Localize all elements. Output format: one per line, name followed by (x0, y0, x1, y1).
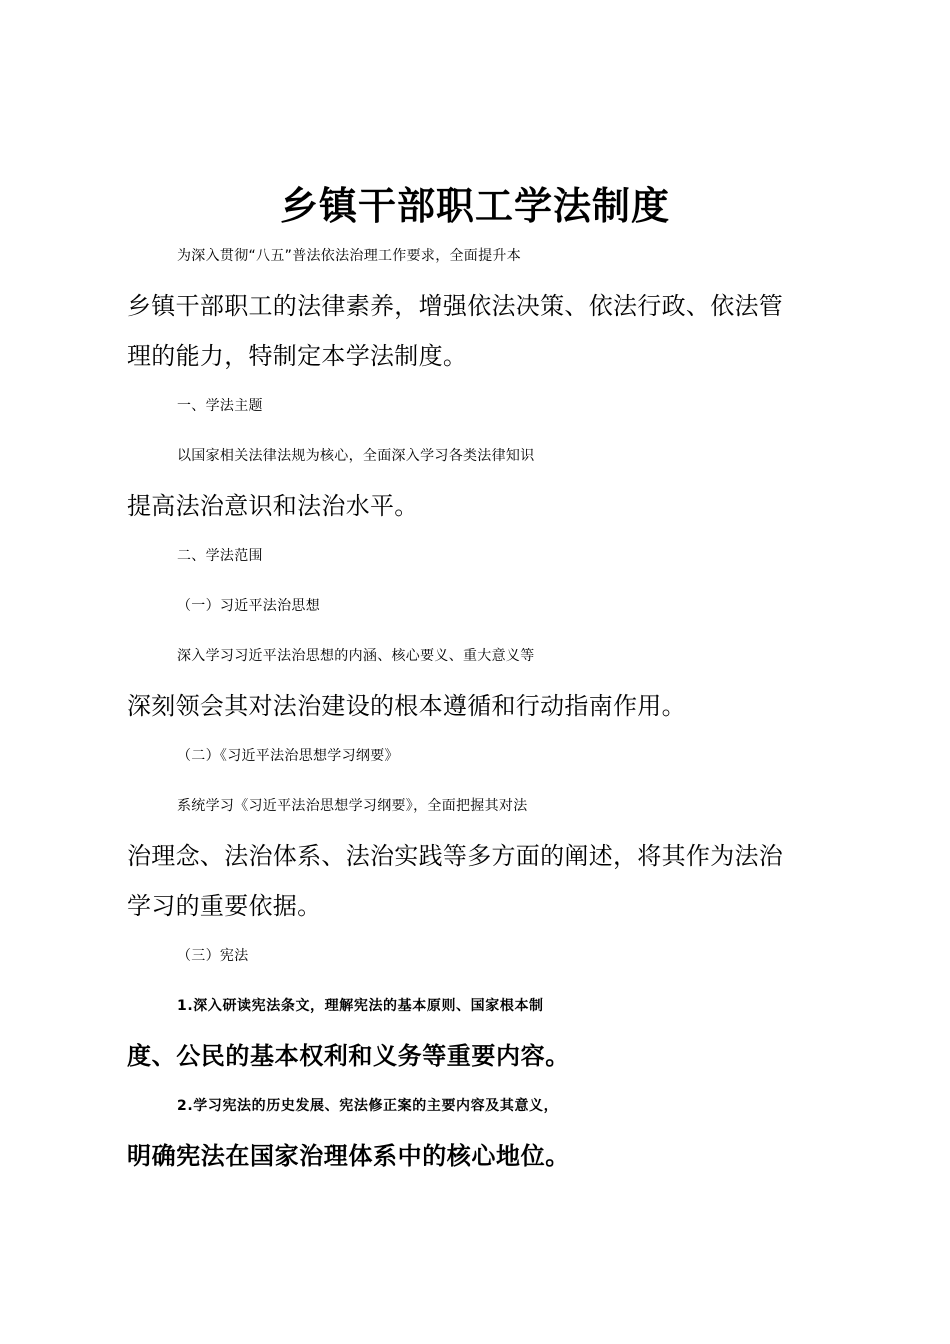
section-heading (127, 531, 833, 581)
text-line: 理的能力，特制定本学法制度。 (127, 342, 468, 370)
text-line: 2.学习宪法的历史发展、宪法修正案的主要内容及其意义， (177, 1098, 559, 1114)
text-line: 一、学法主题 (177, 398, 263, 414)
bold-list-item (127, 1081, 833, 1181)
text-line: （一）习近平法治思想 (177, 598, 320, 614)
document-title: 乡镇干部职工学法制度 (279, 184, 670, 228)
text-line: 度、公民的基本权利和义务等重要内容。 (127, 1042, 570, 1070)
text-line: 以国家相关法律法规为核心，全面深入学习各类法律知识 (177, 448, 535, 464)
text-line: （三）宪法 (177, 948, 249, 964)
text-line: 治理念、法治体系、法治实践等多方面的阐述，将其作为法治 (127, 842, 784, 870)
intro-paragraph (127, 231, 833, 381)
text-line: 1.深入研读宪法条文，理解宪法的基本原则、国家根本制 (177, 998, 544, 1014)
text-line: 深入学习习近平法治思想的内涵、核心要义、重大意义等 (177, 648, 535, 664)
text-line: 学习的重要依据。 (127, 892, 322, 920)
document-body (127, 231, 833, 1181)
body-paragraph (127, 431, 833, 531)
text-line: 提高法治意识和法治水平。 (127, 492, 419, 520)
subsection-heading (127, 931, 833, 981)
body-paragraph (127, 781, 833, 931)
text-line: 深刻领会其对法治建设的根本遵循和行动指南作用。 (127, 692, 686, 720)
text-line: （二）《习近平法治思想学习纲要》 (177, 748, 399, 764)
bold-list-item (127, 981, 833, 1081)
text-line: 系统学习《习近平法治思想学习纲要》，全面把握其对法 (177, 798, 528, 814)
section-heading (127, 381, 833, 431)
text-line: 为深入贯彻“八五”普法依法治理工作要求，全面提升本 (177, 248, 522, 264)
subsection-heading (127, 731, 833, 781)
subsection-heading (127, 581, 833, 631)
text-line: 明确宪法在国家治理体系中的核心地位。 (127, 1142, 570, 1170)
text-line: 二、学法范围 (177, 548, 263, 564)
text-line: 乡镇干部职工的法律素养，增强依法决策、依法行政、依法管 (127, 292, 784, 320)
body-paragraph (127, 631, 833, 731)
